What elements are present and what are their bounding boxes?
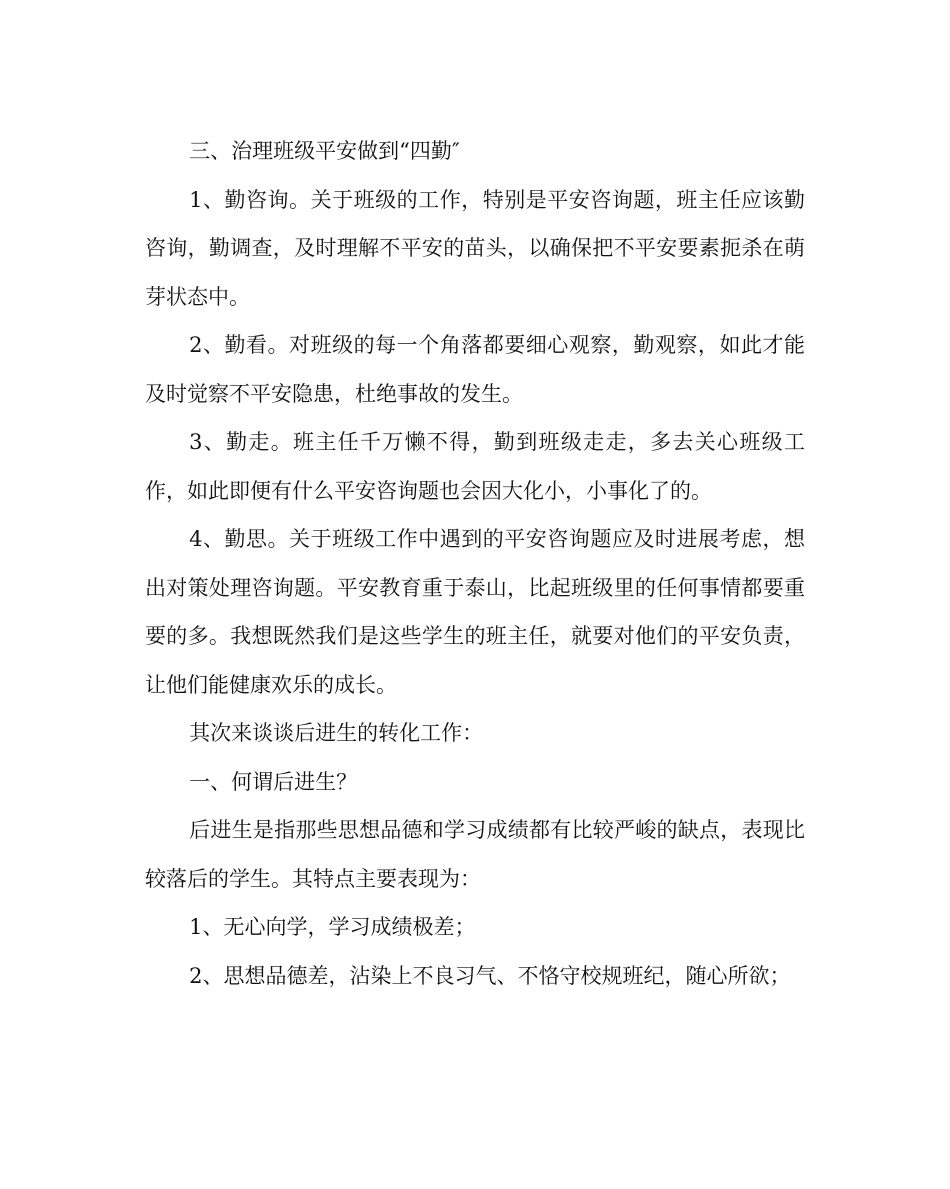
- list-item: 2、思想品德差，沾染上不良习气、不恪守校规班纪，随心所欲；: [189, 963, 791, 988]
- section-heading: 三、治理班级平安做到“四勤″: [189, 139, 460, 163]
- paragraph: 2、勤看。对班级的每一个角落都要细心观察，勤观察，如此才能及时觉察不平安隐患，杜绝事故的发生。: [145, 333, 805, 406]
- list-item: 1、无心向学，学习成绩极差；: [189, 915, 476, 939]
- paragraph: 3、勤走。班主任千万懒不得，勤到班级走走，多去关心班级工作，如此即便有什么平安咨询题也会因大化小，小事化了的。: [145, 430, 805, 503]
- section-heading: 一、何谓后进生？: [189, 769, 358, 794]
- paragraph: 4、勤思。关于班级工作中遇到的平安咨询题应及时进展考虑，想出对策处理咨询题。平安教育重于泰山，比起班级里的任何事情都要重要的多。我想既然我们是这些学生的班主任，就要对他们的平安负责，让他们能健康欢乐的成长。: [145, 527, 805, 697]
- paragraph: 1、勤咨询。关于班级的工作，特别是平安咨询题，班主任应该勤咨询，勤调查，及时理解不平安的苗头，以确保把不平安要素扼杀在萌芽状态中。: [145, 187, 805, 309]
- paragraph: 其次来谈谈后进生的转化工作：: [189, 721, 484, 745]
- document-body: [145, 127, 805, 1000]
- paragraph: 后进生是指那些思想品德和学习成绩都有比较严峻的缺点，表现比较落后的学生。其特点主要表现为：: [145, 818, 805, 891]
